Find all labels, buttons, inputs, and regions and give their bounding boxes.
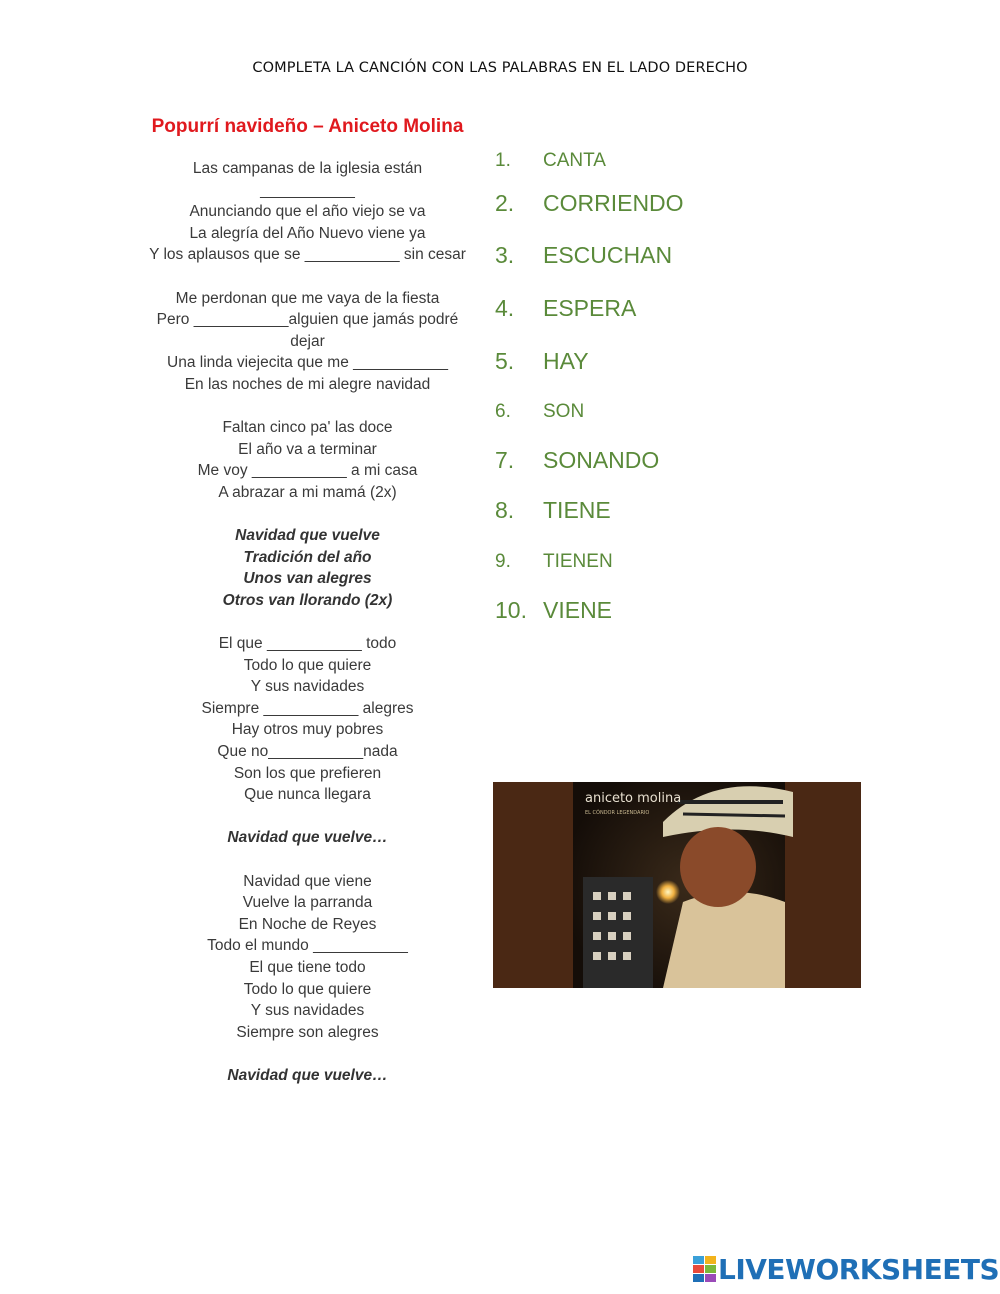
song-title: Popurrí navideño – Aniceto Molina	[151, 116, 464, 137]
logo-text: LIVEWORKSHEETS	[718, 1252, 1000, 1286]
lyric-line: Navidad que vuelve	[235, 527, 380, 545]
album-artist-text: aniceto molina	[585, 791, 682, 806]
lyric-line: La alegría del Año Nuevo viene ya	[189, 224, 426, 242]
chorus-stanza	[145, 1065, 470, 1087]
word-bank-item	[495, 436, 855, 484]
word-bank-item	[495, 484, 855, 537]
word-number: 3.	[495, 242, 515, 268]
song-lyrics	[145, 116, 470, 1108]
lyric-line: Son los que prefieren	[233, 764, 382, 782]
lyric-line: Y sus navidades	[250, 678, 365, 696]
lyric-line: Siempre son alegres	[236, 1023, 379, 1041]
word-number: 2.	[495, 189, 515, 216]
lyric-line: Me voy ___________ a mi casa	[197, 462, 418, 480]
lyric-stanza	[145, 158, 470, 266]
lyric-line: Faltan cinco pa' las doce	[222, 419, 393, 437]
lyric-line: Otros van llorando (2x)	[222, 591, 393, 609]
liveworksheets-logo-icon	[693, 1256, 715, 1282]
lyric-line: Una linda viejecita que me ___________	[167, 354, 448, 372]
lyric-line: Navidad que vuelve…	[227, 1066, 388, 1084]
word-text: CORRIENDO	[543, 189, 684, 216]
lyric-line: El que ___________ todo	[218, 635, 397, 653]
album-cover-image	[493, 782, 861, 988]
lyric-line: En las noches de mi alegre navidad	[184, 375, 431, 393]
word-number: 4.	[495, 295, 515, 321]
word-text: CANTA	[543, 149, 606, 171]
album-subtitle-text: EL CÓNDOR LEGENDARIO	[585, 810, 650, 816]
lyric-line: Y sus navidades	[250, 1002, 365, 1020]
lyric-line: Que no___________nada	[217, 743, 398, 761]
lyric-line: En Noche de Reyes	[238, 915, 377, 933]
lyric-line: Y los aplausos que se ___________ sin cesar	[149, 246, 466, 264]
word-bank-item	[495, 282, 855, 335]
word-bank-item	[495, 144, 855, 177]
word-text: TIENEN	[543, 551, 613, 572]
word-bank-item	[495, 587, 855, 633]
word-text: ESCUCHAN	[543, 242, 673, 268]
word-text: SON	[543, 401, 585, 422]
word-number: 10.	[495, 596, 527, 623]
word-bank	[495, 144, 855, 633]
word-number: 9.	[495, 551, 511, 572]
album-cover-art	[493, 782, 861, 988]
word-number: 7.	[495, 446, 515, 473]
lyric-line: Todo el mundo ___________	[207, 937, 408, 955]
word-number: 1.	[495, 149, 511, 171]
lyric-line: Las campanas de la iglesia están ___________	[192, 160, 423, 199]
stanza-list	[145, 158, 470, 1087]
word-text: TIENE	[543, 497, 611, 523]
word-bank-item	[495, 537, 855, 587]
lyric-line: Anunciando que el año viejo se va	[189, 203, 426, 221]
lyric-line: Navidad que vuelve…	[227, 829, 388, 847]
chorus-stanza	[145, 827, 470, 849]
lyric-stanza	[145, 288, 470, 396]
lyric-line: Unos van alegres	[243, 570, 372, 588]
word-bank-item	[495, 388, 855, 436]
word-text: SONANDO	[543, 446, 660, 473]
lyric-line: Hay otros muy pobres	[231, 721, 384, 739]
page-header: COMPLETA LA CANCIÓN CON LAS PALABRAS EN EL LADO DERECHO	[252, 60, 748, 76]
lyric-line: Todo lo que quiere	[243, 656, 372, 674]
word-number: 6.	[495, 401, 511, 422]
word-number: 8.	[495, 497, 515, 523]
word-bank-item	[495, 177, 855, 229]
lyric-line: El que tiene todo	[249, 958, 366, 976]
lyric-line: Vuelve la parranda	[242, 894, 373, 912]
lyric-line: Siempre ___________ alegres	[201, 699, 414, 717]
lyric-line: A abrazar a mi mamá (2x)	[218, 483, 397, 501]
lyric-line: El año va a terminar	[238, 440, 377, 458]
lyric-line: Pero ___________alguien que jamás podré dejar	[156, 311, 459, 350]
word-bank-item	[495, 335, 855, 388]
lyric-line: Que nunca llegara	[244, 786, 371, 804]
liveworksheets-logo	[693, 1253, 999, 1285]
lyric-line: Todo lo que quiere	[243, 980, 372, 998]
lyric-line: Tradición del año	[243, 548, 372, 566]
chorus-stanza	[145, 525, 470, 611]
word-text: ESPERA	[543, 295, 637, 321]
lyric-stanza	[145, 871, 470, 1044]
word-bank-item	[495, 229, 855, 282]
word-text: VIENE	[543, 596, 613, 623]
lyric-line: Navidad que viene	[243, 872, 372, 890]
lyric-stanza	[145, 633, 470, 806]
word-text: HAY	[543, 348, 589, 374]
word-number: 5.	[495, 348, 515, 374]
lyric-line: Me perdonan que me vaya de la fiesta	[175, 289, 440, 307]
lyric-stanza	[145, 417, 470, 503]
